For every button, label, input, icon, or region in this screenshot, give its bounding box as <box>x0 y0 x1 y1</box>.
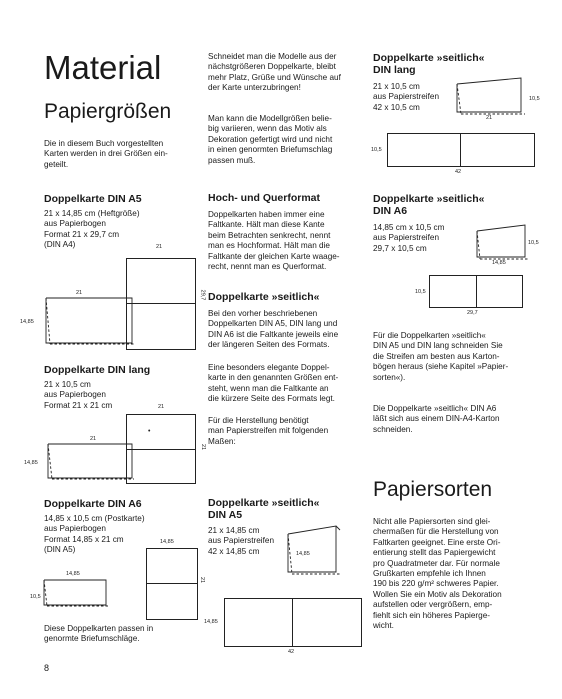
label-strip-width: 42 <box>455 169 462 175</box>
envelope-note: Diese Doppelkarten passen in genormte Briefumschläge. <box>44 624 154 644</box>
heading-hoch-querformat: Hoch- und Querformat <box>208 192 320 204</box>
diagram-din-a5 <box>20 240 210 350</box>
spec-seitlich-a5: 21 x 14,85 cm aus Papierstreifen 42 x 14,85 cm <box>208 526 274 556</box>
label-card-height: 10,5 <box>528 240 539 246</box>
label-sheet-width: 14,85 <box>160 539 174 545</box>
text-seitlich-1: Bei den vorher beschriebenen Doppelkarten DIN A5, DIN lang und DIN A6 ist die Faltkante jeweils eine der längeren Seiten des Formats. <box>208 309 339 350</box>
section-title-papiersorten: Papiersorten <box>373 478 493 501</box>
label-strip-height: 10,5 <box>371 147 382 153</box>
intro-text: Die in diesem Buch vorgestellten Karten werden in drei Größen ein- geteilt. <box>44 139 168 169</box>
fold-line <box>460 133 461 167</box>
label-strip-height: 14,85 <box>204 619 218 625</box>
card-illustration <box>284 524 354 579</box>
text-seitlich-2: Eine besonders elegante Doppel- karte in den genannten Größen ent- steht, wenn man die Faltkante an die kürzere Seite des Formats legt. <box>208 363 339 404</box>
fold-line <box>476 275 477 308</box>
label-card-width: 21 <box>76 290 83 296</box>
heading-seitlich-a6: Doppelkarte »seitlich« DIN A6 <box>373 193 485 217</box>
card-illustration <box>453 74 533 124</box>
label-strip-height: 10,5 <box>415 289 426 295</box>
spec-din-a6: 14,85 x 10,5 cm (Postkarte) aus Papierbogen Format 14,85 x 21 cm (DIN A5) <box>44 514 145 554</box>
label-card-width: 14,85 <box>492 260 506 266</box>
label-strip-width: 29,7 <box>467 310 478 316</box>
text-hoch-querformat: Doppelkarten haben immer eine Faltkante. Hält man diese Kante beim Betrachten senkrecht, nennt man es Hochformat. Hält man die Faltkante der gleichen Karte waage- recht, nennt man es Querformat. <box>208 210 340 272</box>
label-strip-width: 42 <box>288 649 295 655</box>
label-card-height: 10,5 <box>30 594 41 600</box>
spec-seitlich-lang: 21 x 10,5 cm aus Papierstreifen 42 x 10,5 cm <box>373 82 439 112</box>
label-card-width: 14,85 <box>66 571 80 577</box>
label-card-width: 21 <box>90 436 97 442</box>
label-sheet-height: 21 <box>199 576 206 584</box>
label-sheet-height: 29,7 <box>199 289 206 301</box>
spec-din-a5: 21 x 14,85 cm (Heftgröße) aus Papierbogen Format 21 x 29,7 cm (DIN A4) <box>44 209 140 249</box>
page-number: 8 <box>44 663 50 673</box>
heading-din-lang: Doppelkarte DIN lang <box>44 364 151 376</box>
diagram-din-lang <box>20 400 210 490</box>
text-streifen-hinweis: Für die Doppelkarten »seitlich« DIN A5 und DIN lang schneiden Sie die Streifen am besten aus Karton- bögen heraus (siehe Kapitel »Papier- sorten«). <box>373 331 509 382</box>
text-a6-karton: Die Doppelkarte »seitlich« DIN A6 läßt sich aus einem DIN-A4-Karton schneiden. <box>373 404 500 434</box>
diagram-din-a6 <box>28 537 208 622</box>
heading-seitlich-lang: Doppelkarte »seitlich« DIN lang <box>373 52 485 76</box>
label-sheet-width: 21 <box>156 244 163 250</box>
section-title-papiergroessen: Papiergrößen <box>44 100 172 123</box>
fold-line <box>146 583 198 584</box>
label-sheet-height: 21 <box>200 443 207 451</box>
card-illustration <box>42 578 122 612</box>
text-seitlich-3: Für die Herstellung benötigt man Papierstreifen mit folgenden Maßen: <box>208 416 329 446</box>
smudge-mark: • <box>148 428 151 435</box>
label-card-height: 14,85 <box>20 319 34 325</box>
strip-rectangle <box>387 133 535 167</box>
fold-line <box>126 449 196 450</box>
sheet-rectangle <box>146 548 198 620</box>
middle-intro: Schneidet man die Modelle aus der nächstgrößeren Doppelkarte, bleibt mehr Platz, Grüße und Wünsche auf der Karte unterzubringen! <box>208 52 341 93</box>
heading-seitlich: Doppelkarte »seitlich« <box>208 291 320 303</box>
text-papiersorten: Nicht alle Papiersorten sind glei- chermaßen für die Herstellung von Faltkarten geeignet. Eine erste Ori- entierung stellt das Papiergewicht pro Quadratmeter dar. Für normale Grußkarten empfehle ich Ihnen 190 bis 220 g/m² schweres Papier. Wollen Sie ein Motiv als Dekoration aufstellen oder vergrößern, emp- fiehlt sich ein höheres Papierge- wicht. <box>373 517 502 631</box>
spec-din-lang: 21 x 10,5 cm aus Papierbogen Format 21 x 21 cm <box>44 380 113 410</box>
label-card-height: 14,85 <box>24 460 38 466</box>
heading-din-a5: Doppelkarte DIN A5 <box>44 193 142 205</box>
spec-seitlich-a6: 14,85 cm x 10,5 cm aus Papierstreifen 29,7 x 10,5 cm <box>373 223 445 253</box>
label-card-height: 14,85 <box>296 551 310 557</box>
label-card-width: 21 <box>486 115 493 121</box>
page-title: Material <box>44 49 162 86</box>
heading-seitlich-a5: Doppelkarte »seitlich« DIN A5 <box>208 497 320 521</box>
sheet-rectangle <box>126 258 196 350</box>
middle-para-variation: Man kann die Modellgrößen belie- big variieren, wenn das Motiv als Dekoration gefertigt wird und nicht in einen genormten Briefumschlag passen muß. <box>208 114 333 165</box>
label-card-height: 10,5 <box>529 96 540 102</box>
fold-line <box>292 598 293 647</box>
diagram-seitlich-lang <box>365 70 555 180</box>
diagram-seitlich-a5 <box>200 520 370 660</box>
strip-rectangle <box>224 598 362 647</box>
heading-din-a6: Doppelkarte DIN A6 <box>44 498 142 510</box>
diagram-seitlich-a6 <box>365 215 555 325</box>
fold-line <box>126 303 196 304</box>
label-sheet-width: 21 <box>158 404 165 410</box>
